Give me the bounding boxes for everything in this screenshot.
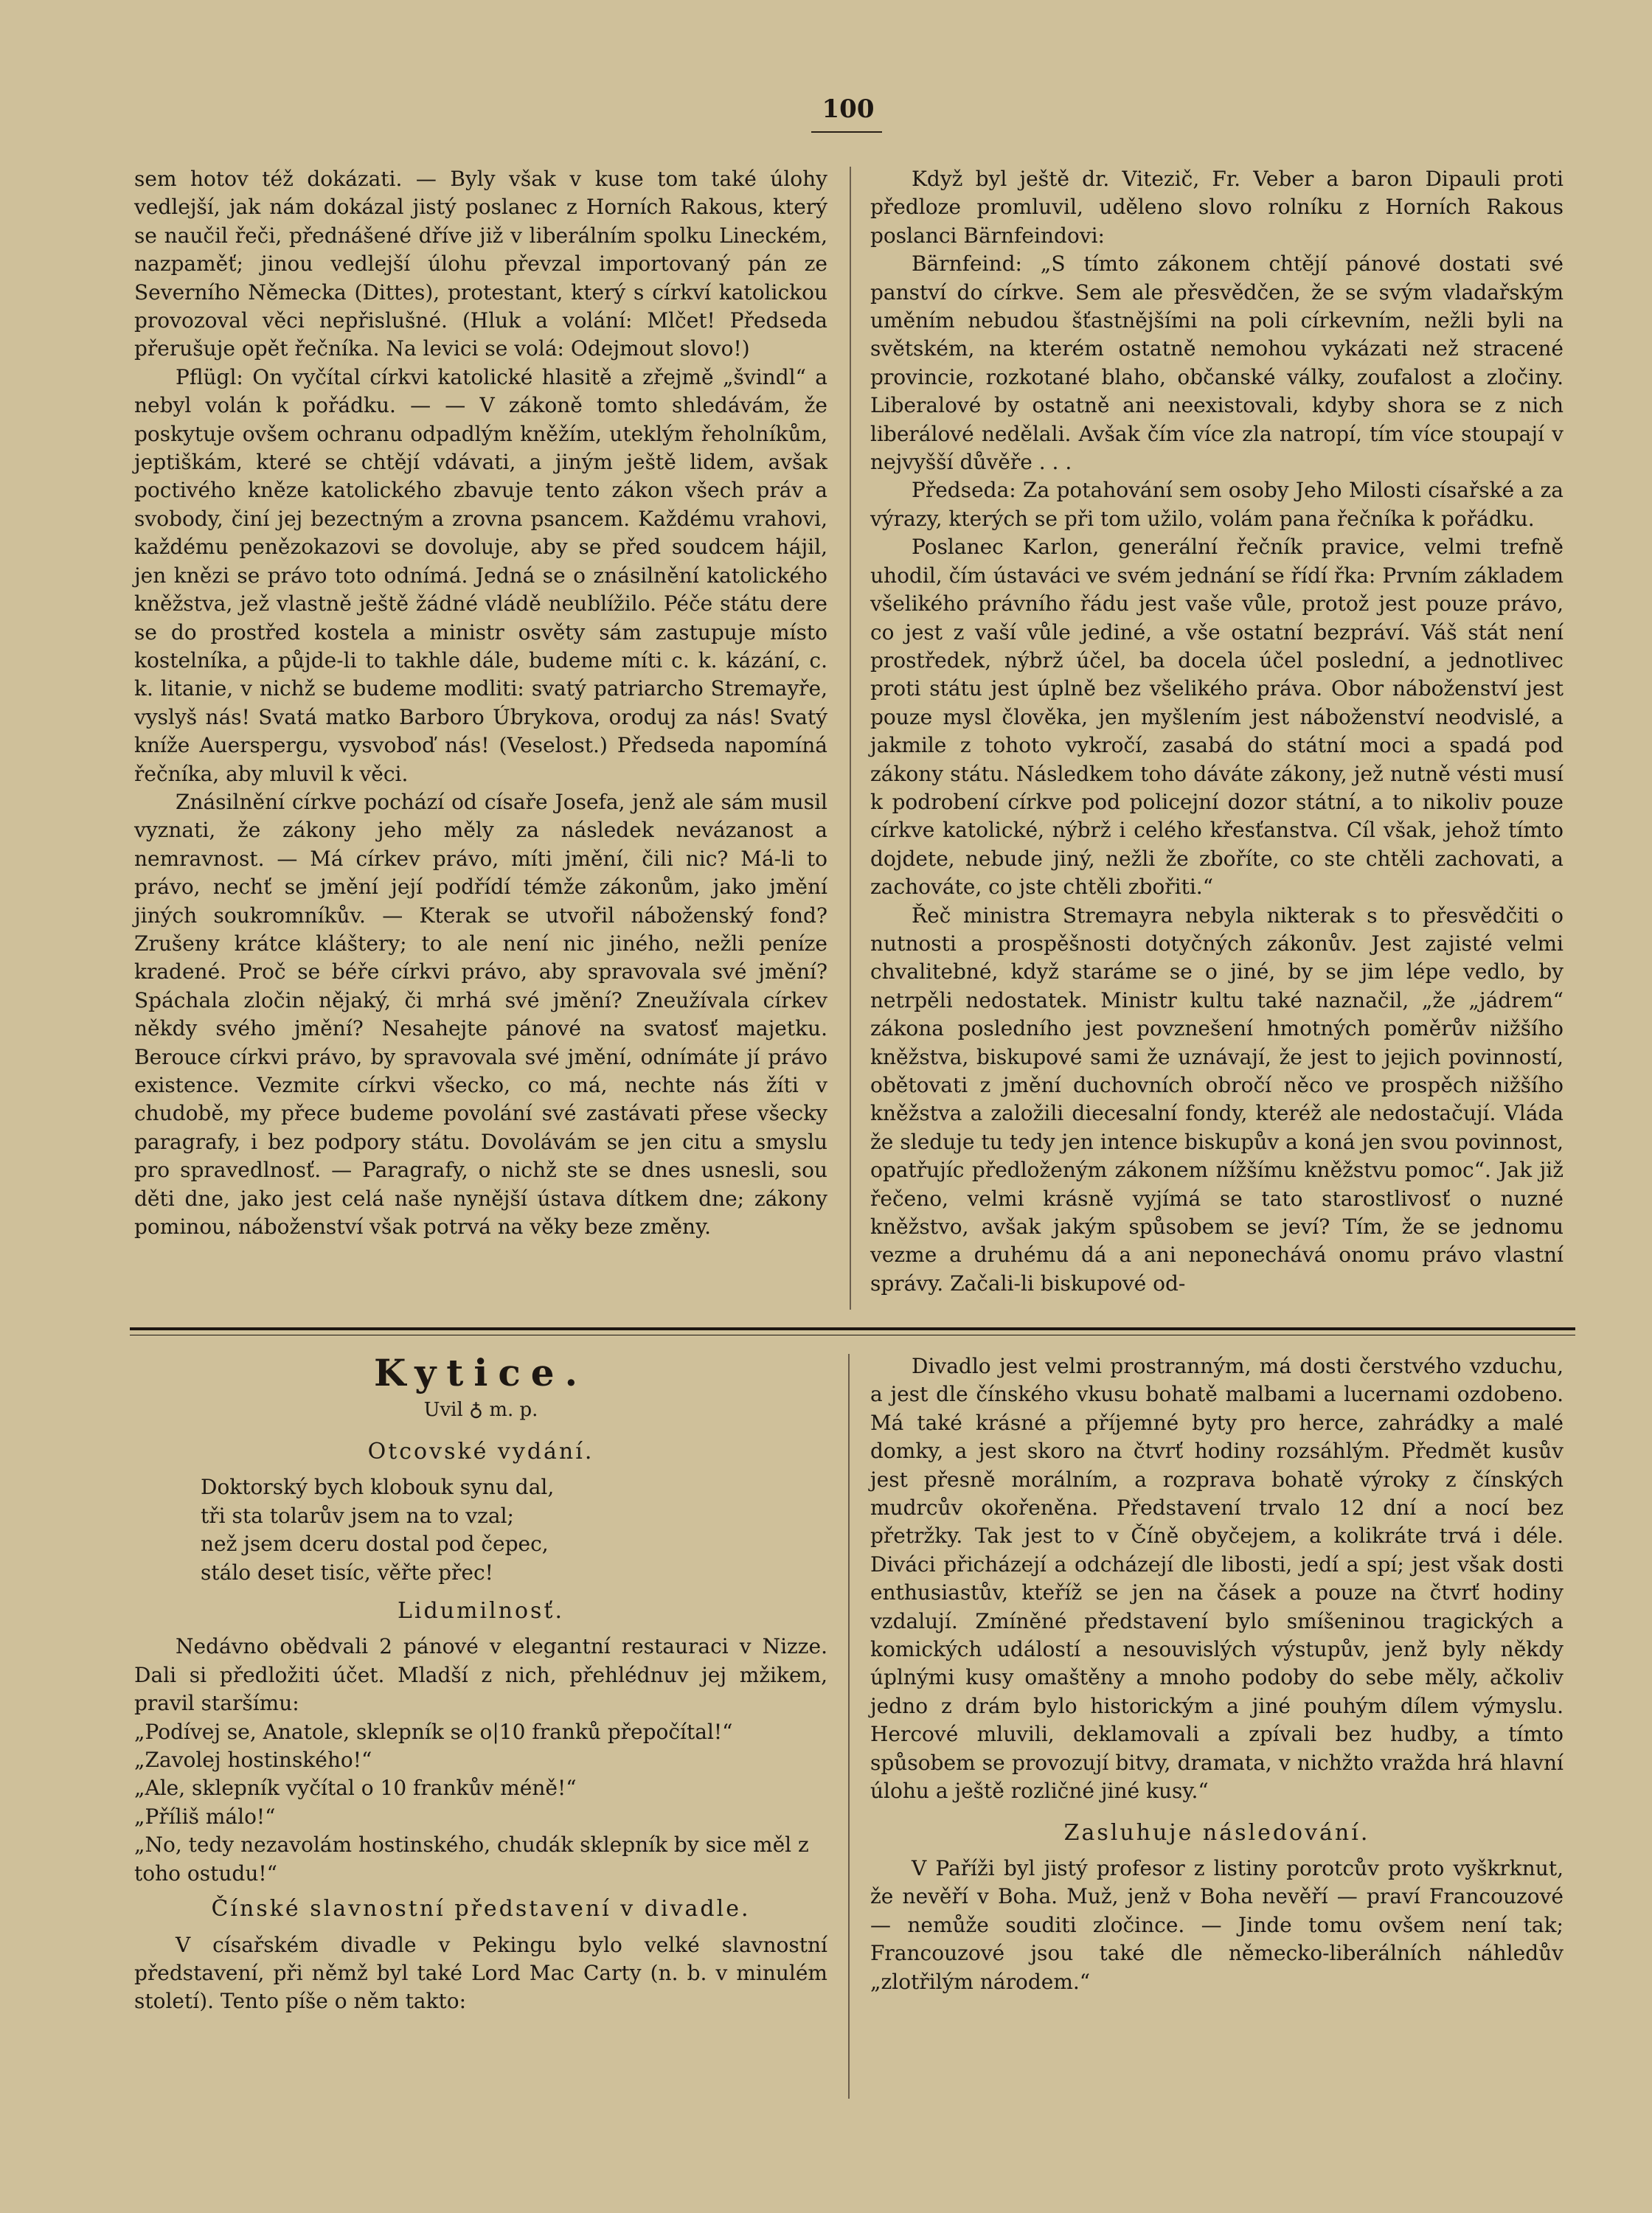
paragraph: Když byl ještě dr. Vitezič, Fr. Veber a baron Dipauli proti předloze promluvil, uděleno slovo rolníku z Horních Rakous poslanci Bärnfeindovi:: [870, 167, 1564, 248]
poem-line: stálo deset tisíc, věřte přec!: [201, 1560, 493, 1585]
paragraph: Nedávno obědvali 2 pánové v elegantní restauraci v Nizze. Dali si předložiti účet. Mladší z nich, přehlédnuv jej mžikem, pravil staršímu:: [134, 1634, 827, 1716]
article-heading: Otcovské vydání.: [367, 1439, 594, 1465]
paragraph: Řeč ministra Stremayra nebyla nikterak s to přesvědčiti o nutnosti a prospěšnosti dotyčných zákonův. Jest zajisté velmi chvalitebné, když staráme se o jiné, by se jim lépe vedlo, by netrpěli nedostatek. Ministr kultu také naznačil, „že „jádrem“ zákona posledního jest povznešení hmotných poměrův nižšího kněžstva, biskupové sami že uznávají, že jest to jejich povinností, obětovati z jmění duchovních obročí něco ve prospěch nižšího kněžstva a založili diecesalní fondy, kteréž ale nedostačují. Vláda že sleduje tu tedy jen intence biskupův a koná jen svou povinnost, opatřujíc předloženým zákonem nížšímu kněžstvu pomoc“. Jak již řečeno, velmi krásně vyjímá se tato starostlivosť o nuzné kněžstvo, avšak jakým spůsobem se jeví? Tím, že se jednomu vezme a druhému dá a ani neponechává onomu právo vlastní správy. Začali-li biskupové od-: [870, 903, 1564, 1296]
poem-line: tři sta tolarův jsem na to vzal;: [201, 1503, 514, 1528]
paragraph: Divadlo jest velmi prostranným, má dosti čerstvého vzduchu, a jest dle čínského vkusu bohatě malbami a lucernami ozdobeno. Má také krásné a příjemné byty pro herce, zahrádky a malé domky, a jest skoro na čtvrť hodiny rozsáhlým. Předmět kusův jest přesně morálním, a rozprava bohatě výroky z čínských mudrcův okořeněna. Představení trvalo 12 dní a nocí bez přetržky. Tak jest to v Číně obyčejem, a kolikráte trvá i déle. Diváci přicházejí a odcházejí dle libosti, jedí a spí; jest však dosti enthusiastův, kteříž se jen na čásek a pouze na čtvrť hodiny vzdalují. Zmíněné představení bylo smíšeninou tragických a komických událostí a nesouvislých výstupův, jenž byly někdy úplnými kusy omaštěny a mnoho podoby do sebe měly, ačkoliv jedno z drám bylo historickým a jiné pouhým dílem výmyslu. Hercové mluvili, deklamovali a zpívali bez hudby, a tímto spůsobem se provozují bitvy, dramata, v nichžto vražda hrá hlavní úlohu a ještě rozličné jiné kusy.“: [870, 1354, 1564, 1804]
column-left-bottom: [134, 1352, 827, 2016]
poem-line: Doktorský bych klobouk synu dal,: [201, 1475, 555, 1500]
page-number: 100: [822, 94, 875, 124]
article-heading: Čínské slavnostní představení v divadle.: [211, 1896, 751, 1922]
article-heading: Zasluhuje následování.: [1063, 1819, 1370, 1846]
paragraph: V Paříži byl jistý profesor z listiny porotcův proto vyškrknut, že nevěří v Boha. Muž, jenž v Boha nevěří — praví Francouzové — nemůže souditi zločince. — Jinde tomu ovšem není tak; Francouzové jsou také dle německo-liberálních náhledův „zlotřilým národem.“: [870, 1855, 1564, 1994]
paragraph: Bärnfeind: „S tímto zákonem chtějí pánové dostati své panství do církve. Sem ale přesvědčen, že se svým vladařským uměním nebudou šťastnějšími na poli církevním, nežli byli na světském, na kterém ostatně nemohou vykázati než stracené provincie, rozkotané blaho, občanské války, zoufalost a zločiny. Liberalové by ostatně ani neexistovali, kdyby shora se z nich liberálové nedělali. Avšak čím více zla natropí, tím více stoupají v nejvyšší důvěře . . .: [870, 251, 1564, 475]
quote-line: „No, tedy nezavolám hostinského, chudák sklepník by sice měl z toho ostudu!“: [134, 1832, 809, 1886]
quote-line: „Příliš málo!“: [134, 1804, 276, 1829]
column-left-top: [134, 165, 827, 1241]
quote-line: „Zavolej hostinského!“: [134, 1748, 372, 1773]
paragraph: Poslanec Karlon, generální řečník pravice, velmi trefně uhodil, čím ústaváci ve svém jednání se řídí řka: Prvním základem všelikého právního řádu jest vaše vůle, protož jest pouze právo, co jest z vaší vůle jediné, a vše ostatní bezpráví. Váš stát není prostředek, nýbrž účel, ba docela účel poslední, a jednotlivec proti státu jest úplně bez všelikého práva. Obor náboženství jest pouze mysl člověka, jen myšlením jest náboženství neodvislé, a jakmile z tohoto vykročí, zasabá do státní moci a spadá pod zákony státu. Následkem toho dáváte zákony, jež nutně vésti musí k podrobení církve pod policejní dozor státní, a to nikoliv pouze církve katolické, nýbrž i celého křesťanstva. Cíl však, jehož tímto dojdete, nebude jiný, nežli že zboříte, co ste chtěli zachovati, a zachováte, co jste chtěli zbořiti.“: [870, 535, 1564, 900]
poem: [201, 1473, 827, 1587]
paragraph: Předseda: Za potahování sem osoby Jeho Milosti císařské a za výrazy, kterých se při tom užilo, volám pana řečníka k pořádku.: [870, 478, 1564, 531]
section-rule: [130, 1327, 1575, 1330]
paragraph: V císařském divadle v Pekingu bylo velké slavnostní představení, při němž byl také Lord Mac Carty (n. b. v minulém století). Tento píše o něm takto:: [134, 1932, 827, 2014]
column-divider: [850, 167, 851, 1310]
paragraph: sem hotov též dokázati. — Byly však v kuse tom také úlohy vedlejší, jak nám dokázal jistý poslanec z Horních Rakous, který se naučil řeči, přednášené dříve již v liberálním spolku Lineckém, nazpaměť; jinou vedlejší úlohu převzal importovaný pán ze Severního Německa (Dittes), protestant, který s církví katolickou provozoval věci nepřislušné. (Hluk a volání: Mlčet! Předseda přerušuje opět řečníka. Na levici se volá: Odejmout slovo!): [134, 167, 827, 361]
section-subtitle: Uvil ♁ m. p.: [423, 1399, 538, 1421]
paragraph: Znásilnění církve pochází od císaře Josefa, jenž ale sám musil vyznati, že zákony jeho měly za následek nevázanost a nemravnost. — Má církev právo, míti jmění, čili nic? Má-li to právo, nechť se jmění její podřídí témže zákonům, jako jmění jiných soukromníkův. — Kterak se utvořil náboženský fond? Zrušeny krátce kláštery; to ale není nic jiného, nežli peníze kradené. Proč se béře církvi právo, aby spravovala své jmění? Spáchala zločin nějaký, či mrhá své jmění? Zneužívala církev někdy svého jmění? Nesahejte pánové na svatosť majetku. Berouce církvi právo, by spravovala své jmění, odnímáte jí právo existence. Vezmite církvi všecko, co má, nechte nás žíti v chudobě, my přece budeme povolání své zastávati přese všecky paragrafy, i bez podpory státu. Dovolávám se jen citu a smyslu pro spravedlnosť. — Paragrafy, o nichž ste se dnes usnesli, sou děti dne, jako jest celá naše nynější ústava dítkem dne; zákony pominou, náboženství však potrvá na věky beze změny.: [134, 789, 827, 1240]
poem-line: než jsem dceru dostal pod čepec,: [201, 1532, 549, 1557]
quote-line: „Ale, sklepník vyčítal o 10 frankův méně!“: [134, 1776, 577, 1801]
page-number-rule: [811, 131, 882, 133]
column-divider: [848, 1354, 850, 2099]
column-right-top: [870, 165, 1564, 1298]
article-heading: Lidumilnosť.: [397, 1598, 565, 1625]
quote-line: „Podívej se, Anatole, sklepník se o|10 franků přepočítal!“: [134, 1719, 733, 1744]
paragraph: Pflügl: On vyčítal církvi katolické hlasitě a zřejmě „švindl“ a nebyl volán k pořádku. — — V zákoně tomto shledávám, že poskytuje ovšem ochranu odpadlým kněžím, uteklým řeholníkům, jeptiškám, které se chtějí vdávati, a jiným ještě lidem, avšak poctivého kněze katolického zbavuje tento zákon všech práv a svobody, činí jej bezectným a zrovna psancem. Každému vrahovi, každému penězokazovi se dovoluje, aby se před soudcem hájil, jen knězi se právo toto odnímá. Jedná se o znásilnění katolického kněžstva, jež vlastně ještě žádné vládě neublížilo. Péče státu dere se do prostřed kostela a ministr osvěty sám zastupuje místo kostelníka, a půjde-li to takhle dále, budeme míti c. k. kázání, c. k. litanie, v nichž se budeme modliti: svatý patriarcho Stremayře, vyslyš nás! Svatá matko Barboro Úbrykova, oroduj za nás! Svatý kníže Auerspergu, vysvoboď nás! (Veselost.) Předseda napomíná řečníka, aby mluvil k věci.: [134, 364, 827, 786]
section-title: Kytice.: [373, 1351, 589, 1394]
column-right-bottom: [870, 1352, 1564, 1996]
